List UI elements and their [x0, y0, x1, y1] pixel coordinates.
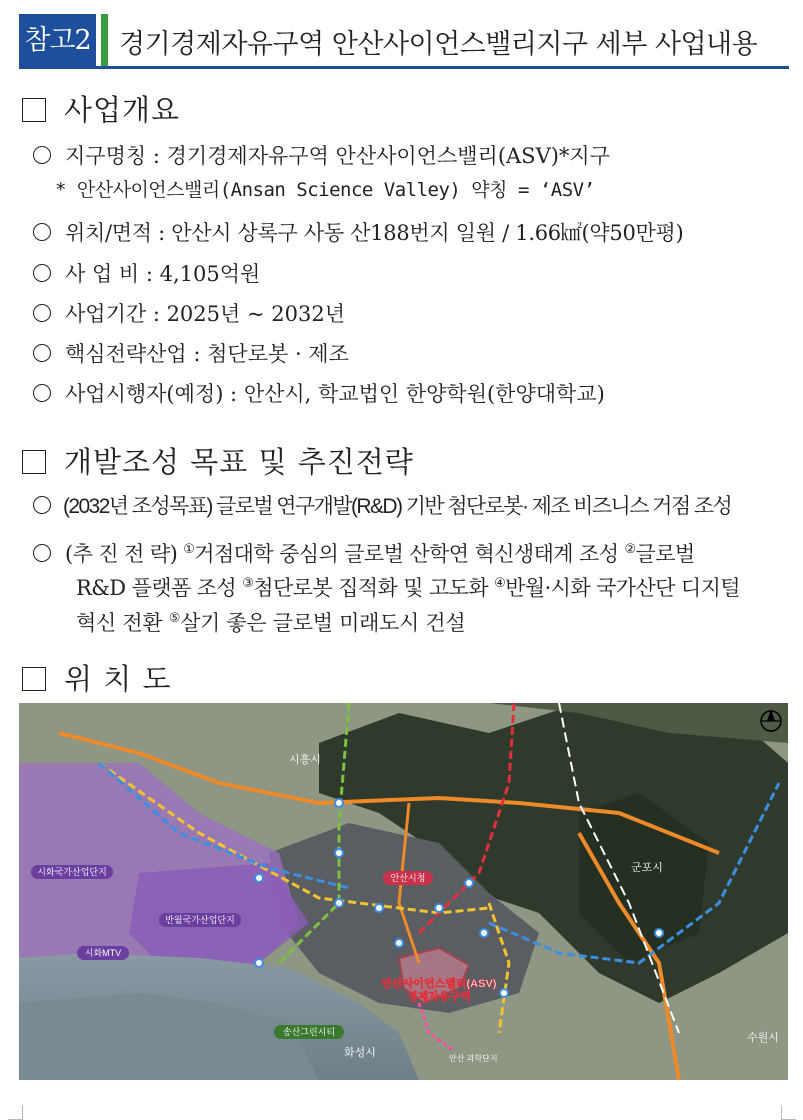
location-map — [19, 703, 788, 1080]
svg-text:시화MTV: 시화MTV — [84, 948, 122, 958]
square-bullet-icon — [22, 98, 46, 122]
section-heading-strategy: 개발조성 목표 및 추진전략 — [22, 440, 414, 481]
strategy-goal-item: (2032년 조성목표) 글로벌 연구개발(R&D) 기반 첨단로봇· 제조 비즈니스 거점 조성 — [33, 490, 731, 520]
page-corner-mark — [781, 1105, 796, 1120]
square-bullet-icon — [22, 450, 46, 474]
svg-text:시화국가산업단지: 시화국가산업단지 — [37, 867, 107, 877]
circle-bullet-icon — [33, 223, 51, 241]
strategy-item-continued: 혁신 전환 ⑤살기 좋은 글로벌 미래도시 건설 — [76, 611, 466, 635]
page-title: 경기경제자유구역 안산사이언스밸리지구 세부 사업내용 — [119, 29, 758, 60]
overview-item: 사업기간 : 2025년 ~ 2032년 — [33, 298, 345, 328]
circle-bullet-icon — [33, 344, 51, 362]
overview-item: 위치/면적 : 안산시 상록구 사동 산188번지 일원 / 1.66㎢(약50만평) — [33, 217, 683, 247]
page-corner-mark — [8, 1105, 23, 1120]
circle-bullet-icon — [33, 496, 51, 514]
strategy-item-continued: R&D 플랫폼 조성 ③첨단로봇 집적화 및 고도화 ④반월·시화 국가산단 디지털 — [76, 576, 740, 600]
svg-text:시흥시: 시흥시 — [289, 754, 321, 766]
circle-bullet-icon — [33, 264, 51, 282]
svg-text:안산시청: 안산시청 — [390, 873, 426, 883]
svg-text:화성시: 화성시 — [344, 1047, 376, 1059]
circle-bullet-icon — [33, 544, 51, 562]
section-heading-location: 위 치 도 — [22, 657, 171, 698]
overview-item: 핵심전략산업 : 첨단로봇 · 제조 — [33, 338, 349, 368]
overview-item: 사 업 비 : 4,105억원 — [33, 258, 260, 288]
circle-bullet-icon — [33, 146, 51, 164]
svg-text:송산그린시티: 송산그린시티 — [282, 1027, 336, 1037]
overview-note: * 안산사이언스밸리(Ansan Science Valley) 약칭 = ‘ASV’ — [55, 179, 595, 201]
title-underline — [19, 66, 789, 69]
svg-text:반월국가산업단지: 반월국가산업단지 — [165, 915, 235, 925]
svg-text:경제자유구역: 경제자유구역 — [407, 991, 471, 1003]
svg-text:안산 과학단지: 안산 과학단지 — [449, 1054, 498, 1063]
strategy-item: (추 진 전 략) ①거점대학 중심의 글로벌 산학연 혁신생태계 조성 ②글로벌 — [33, 538, 695, 568]
reference-tag: 참고2 — [19, 14, 96, 68]
circle-bullet-icon — [33, 304, 51, 322]
overview-item: 사업시행자(예정) : 안산시, 학교법인 한양학원(한양대학교) — [33, 378, 605, 408]
circle-bullet-icon — [33, 384, 51, 402]
green-divider — [101, 14, 108, 68]
svg-text:군포시: 군포시 — [631, 862, 663, 874]
section-heading-overview: 사업개요 — [22, 88, 180, 129]
svg-text:수원시: 수원시 — [747, 1032, 779, 1044]
square-bullet-icon — [22, 667, 46, 691]
overview-item: 지구명칭 : 경기경제자유구역 안산사이언스밸리(ASV)*지구 — [33, 140, 610, 170]
svg-text:안산사이언스밸리(ASV): 안산사이언스밸리(ASV) — [381, 978, 497, 990]
title-bar — [19, 14, 789, 69]
